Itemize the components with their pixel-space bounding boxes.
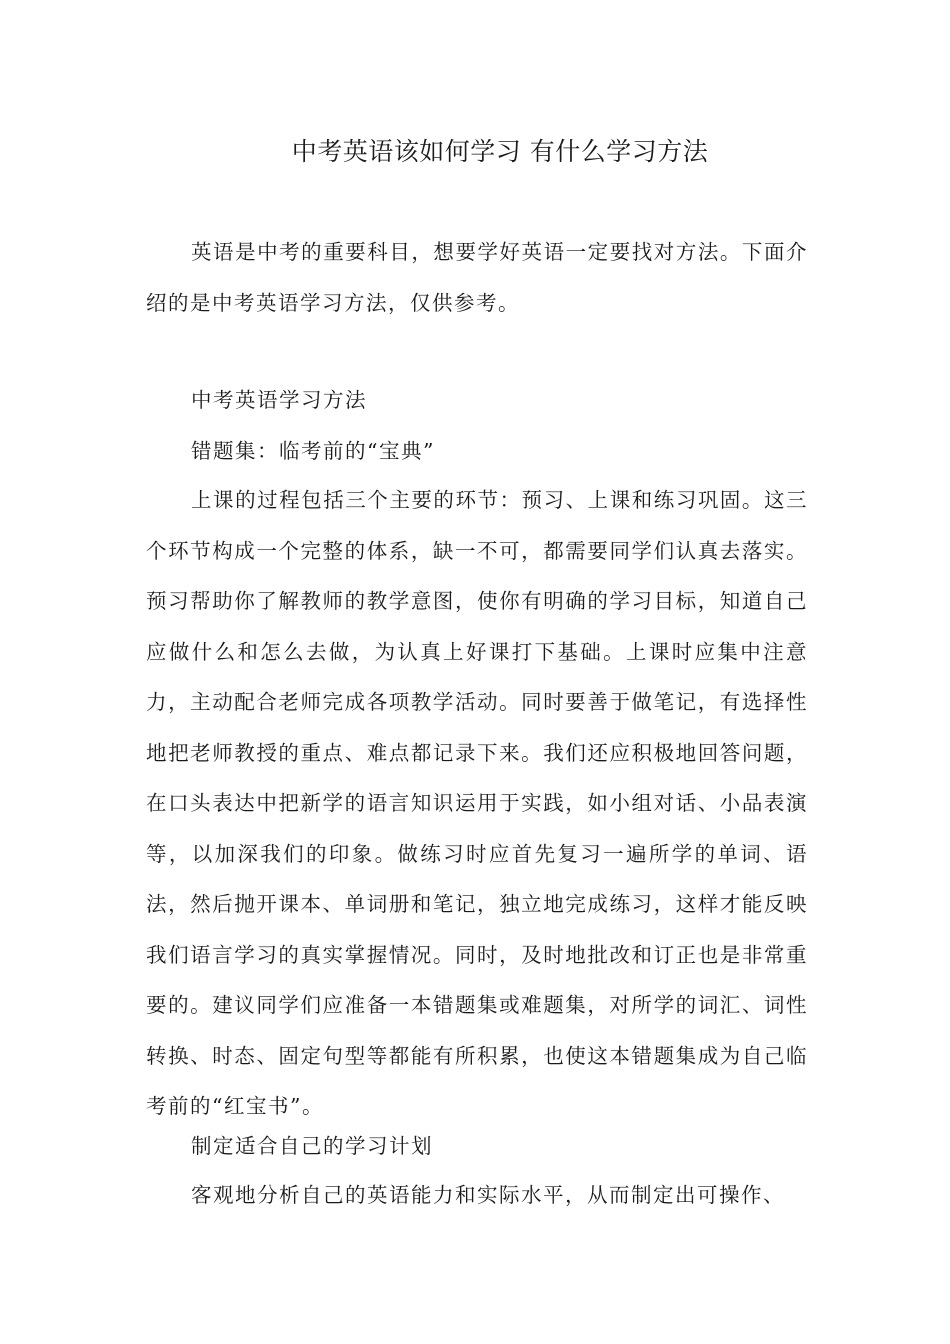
main-paragraph: 上课的过程包括三个主要的环节：预习、上课和练习巩固。这三个环节构成一个完整的体系，缺一不可，都需要同学们认真去落实。预习帮助你了解教师的教学意图，使你有明确的学习目标，知道自己应做什么和怎么去做，为认真上好课打下基础。上课时应集中注意力，主动配合老师完成各项教学活动。同时要善于做笔记，有选择性地把老师教授的重点、难点都记录下来。我们还应积极地回答问题，在口头表达中把新学的语言知识运用于实践，如小组对话、小品表演等，以加深我们的印象。做练习时应首先复习一遍所学的单词、语法，然后抛开课本、单词册和笔记，独立地完成练习，这样才能反映我们语言学习的真实掌握情况。同时，及时地批改和订正也是非常重要的。建议同学们应准备一本错题集或难题集，对所学的词汇、词性转换、时态、固定句型等都能有所积累，也使这本错题集成为自己临考前的“红宝书”。 [146, 488, 808, 1118]
intro-paragraph: 英语是中考的重要科目，想要学好英语一定要找对方法。下面介绍的是中考英语学习方法，仅供参考。 [146, 240, 808, 315]
document-title: 中考英语该如何学习 有什么学习方法 [291, 137, 709, 166]
section-heading-methods: 中考英语学习方法 [191, 388, 367, 412]
section-heading-study-plan: 制定适合自己的学习计划 [191, 1134, 433, 1158]
section-heading-error-notebook: 错题集：临考前的“宝典” [191, 439, 435, 463]
study-plan-paragraph: 客观地分析自己的英语能力和实际水平，从而制定出可操作、 [191, 1183, 785, 1207]
